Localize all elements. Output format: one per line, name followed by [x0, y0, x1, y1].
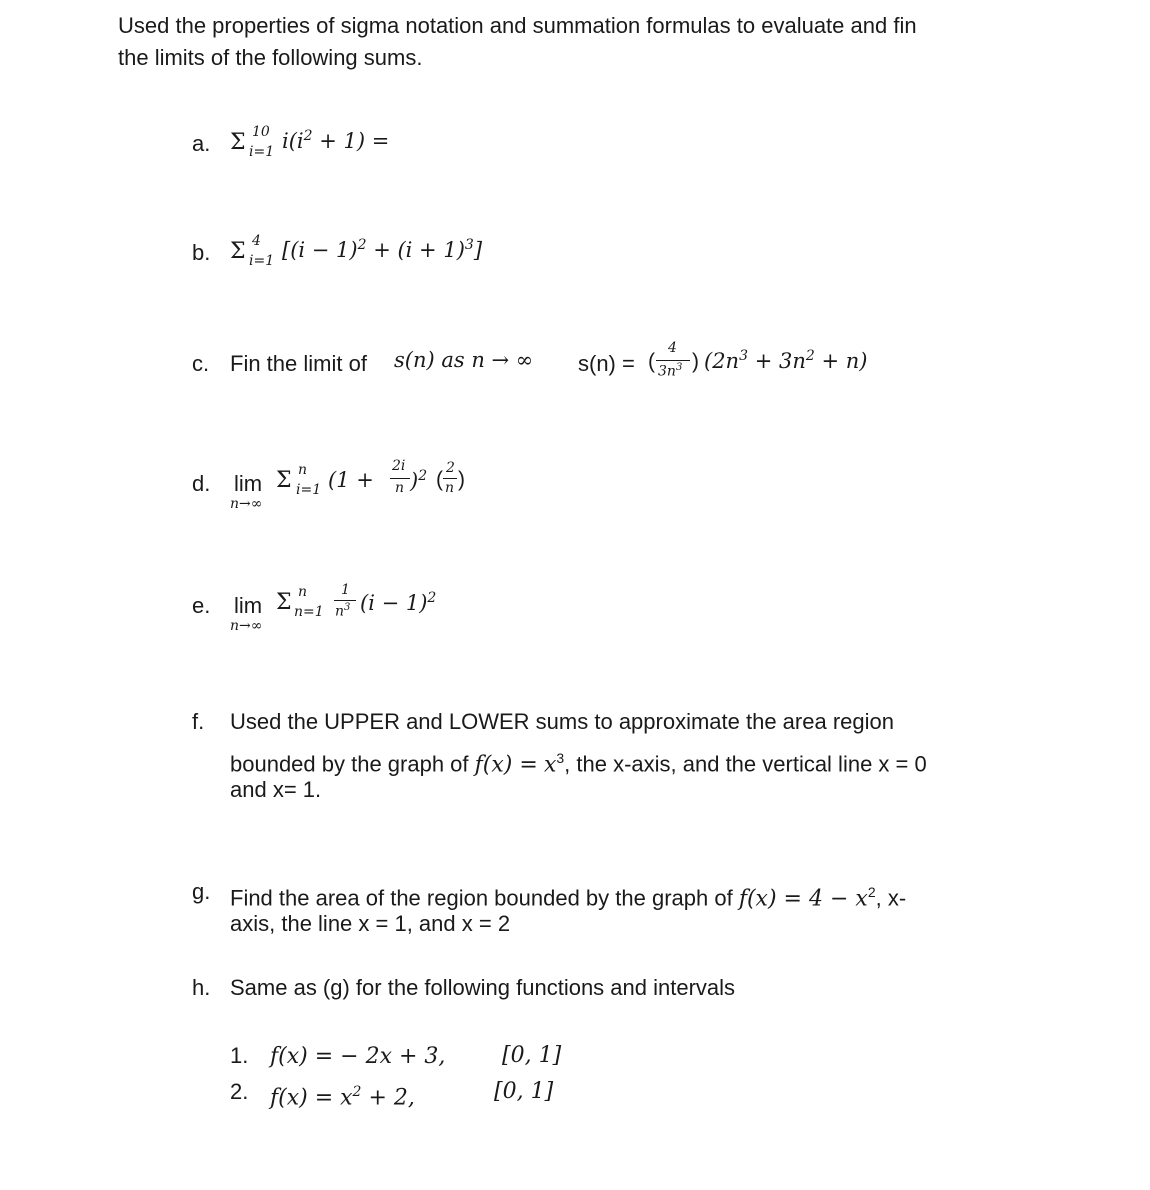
sigma-symbol: Σ — [230, 130, 246, 155]
sub-item-2-number: 2. — [230, 1079, 249, 1104]
polynomial-exp-2: 2 — [805, 348, 815, 364]
polynomial — [704, 348, 867, 373]
sigma-upper: n — [298, 584, 308, 600]
item-f-line-2-text: bounded by the graph of — [230, 751, 469, 777]
sub-item-1-interval: [0, 1] — [502, 1043, 562, 1068]
item-g-line-2: axis, the line x = 1, and x = 2 — [230, 911, 511, 936]
term-open: (1 + — [328, 468, 374, 492]
sigma-symbol: Σ — [276, 590, 292, 615]
item-f-line-1: Used the UPPER and LOWER sums to approximate the area region — [230, 709, 894, 734]
function-notation: f(x) — [738, 886, 777, 912]
item-d-expression — [230, 458, 490, 522]
polynomial-exp-1: 3 — [739, 348, 749, 364]
fraction-denominator — [335, 602, 350, 620]
function-rhs: = − 2x + 3, — [307, 1044, 446, 1069]
summand-exp-2: 3 — [464, 237, 474, 253]
item-f-line-2 — [230, 742, 927, 781]
term-exp: 2 — [418, 468, 428, 484]
summand-exp: 2 — [303, 128, 313, 144]
summand-part-1: [(i − 1) — [282, 238, 358, 262]
polynomial-part-1: (2n — [704, 349, 740, 373]
function-notation: f(x) — [270, 1044, 308, 1069]
fraction-1-numerator: 2i — [392, 458, 406, 474]
function-notation: f(x) = — [474, 752, 538, 778]
function-variable: x — [855, 886, 868, 912]
sigma-upper: 10 — [252, 124, 270, 140]
item-f-line-3: and x= 1. — [230, 777, 322, 802]
summand-base: i(i — [282, 129, 304, 153]
fraction-denominator — [658, 362, 682, 380]
item-d-label: d. — [192, 471, 211, 496]
item-b-label: b. — [192, 240, 211, 265]
sn-label: s(n) = — [578, 351, 635, 376]
polynomial-end: + n) — [814, 349, 868, 373]
summand-rest: + 1) = — [312, 129, 390, 153]
item-c-label: c. — [192, 351, 210, 376]
summand-part-2: + (i + 1) — [366, 238, 465, 262]
function-rhs-rest: + 2, — [361, 1085, 415, 1111]
fraction-2-numerator: 2 — [446, 460, 455, 476]
fraction-denominator-exp: 3 — [344, 602, 351, 613]
fraction-denominator-base: 3n — [658, 363, 676, 380]
item-h-text: Same as (g) for the following functions and intervals — [230, 975, 736, 1000]
function-exponent: 2 — [352, 1084, 362, 1100]
item-e-expression — [230, 580, 490, 644]
function-notation: f(x) — [270, 1085, 308, 1111]
item-g-label: g. — [192, 879, 211, 904]
summand-base: (i − 1) — [360, 591, 428, 615]
fraction-denominator-base: n — [335, 603, 345, 620]
lim-word: lim — [234, 593, 263, 618]
summand-exp: 2 — [427, 590, 437, 606]
item-f-label: f. — [192, 709, 205, 734]
summand — [360, 590, 436, 615]
polynomial-part-2: + 3n — [748, 349, 806, 373]
sub-item-2-function — [270, 1076, 415, 1114]
sub-item-2-interval: [0, 1] — [494, 1079, 554, 1104]
item-e-label: e. — [192, 593, 211, 618]
function-variable: x — [543, 752, 557, 778]
lim-word: lim — [234, 471, 263, 496]
limit-expression: s(n) as n → ∞ — [394, 348, 534, 372]
function-exponent: 3 — [556, 750, 565, 766]
sigma-symbol: Σ — [276, 468, 292, 493]
function-exponent: 2 — [867, 884, 876, 900]
function-rhs: = x — [307, 1085, 353, 1111]
close-paren: ) — [692, 350, 699, 373]
fraction-2-bar — [443, 478, 457, 479]
fraction-2-open: ( — [436, 468, 443, 491]
summand — [282, 237, 482, 262]
item-a-label: a. — [192, 131, 211, 156]
sigma-lower: i=1 — [249, 144, 275, 160]
fraction-denominator-exp: 3 — [675, 362, 683, 373]
sigma-upper: 4 — [252, 233, 261, 249]
intro-line-2: the limits of the following sums. — [118, 45, 423, 70]
fraction-bar — [656, 360, 690, 361]
summand-end: ] — [473, 238, 483, 262]
item-f-line-2-rest: , the x-axis, and the vertical line x = 0 — [564, 751, 927, 777]
open-paren: ( — [648, 350, 655, 373]
sigma-upper: n — [298, 462, 308, 478]
fraction-numerator: 4 — [668, 340, 677, 356]
fraction-2-close: ) — [458, 468, 465, 491]
sigma-lower: i=1 — [296, 482, 322, 498]
intro-line-1: Used the properties of sigma notation and summation formulas to evaluate and fin — [118, 13, 917, 38]
term-close-paren: ) — [410, 469, 419, 493]
fraction-1-bar — [390, 478, 410, 479]
function-equals: = 4 − — [776, 886, 856, 912]
item-c-text: Fin the limit of — [230, 351, 367, 376]
term-close — [410, 468, 427, 493]
fraction-numerator: 1 — [341, 582, 350, 598]
item-g-line-1-text: Find the area of the region bounded by the graph of — [230, 885, 733, 911]
item-h-label: h. — [192, 975, 211, 1000]
sigma-symbol: Σ — [230, 239, 246, 264]
summand-exp-1: 2 — [357, 237, 367, 253]
fraction-1-denominator: n — [395, 480, 405, 496]
sub-item-1-function — [270, 1040, 445, 1073]
item-g-line-1-rest: , x- — [875, 885, 907, 911]
sigma-lower: n=1 — [294, 604, 324, 620]
lim-subscript: n→∞ — [230, 496, 263, 512]
sigma-lower: i=1 — [249, 253, 275, 269]
sub-item-1-number: 1. — [230, 1043, 249, 1068]
fraction-bar — [334, 600, 356, 601]
fraction-2-denominator: n — [445, 480, 455, 496]
summand — [282, 128, 389, 153]
lim-subscript: n→∞ — [230, 618, 263, 634]
